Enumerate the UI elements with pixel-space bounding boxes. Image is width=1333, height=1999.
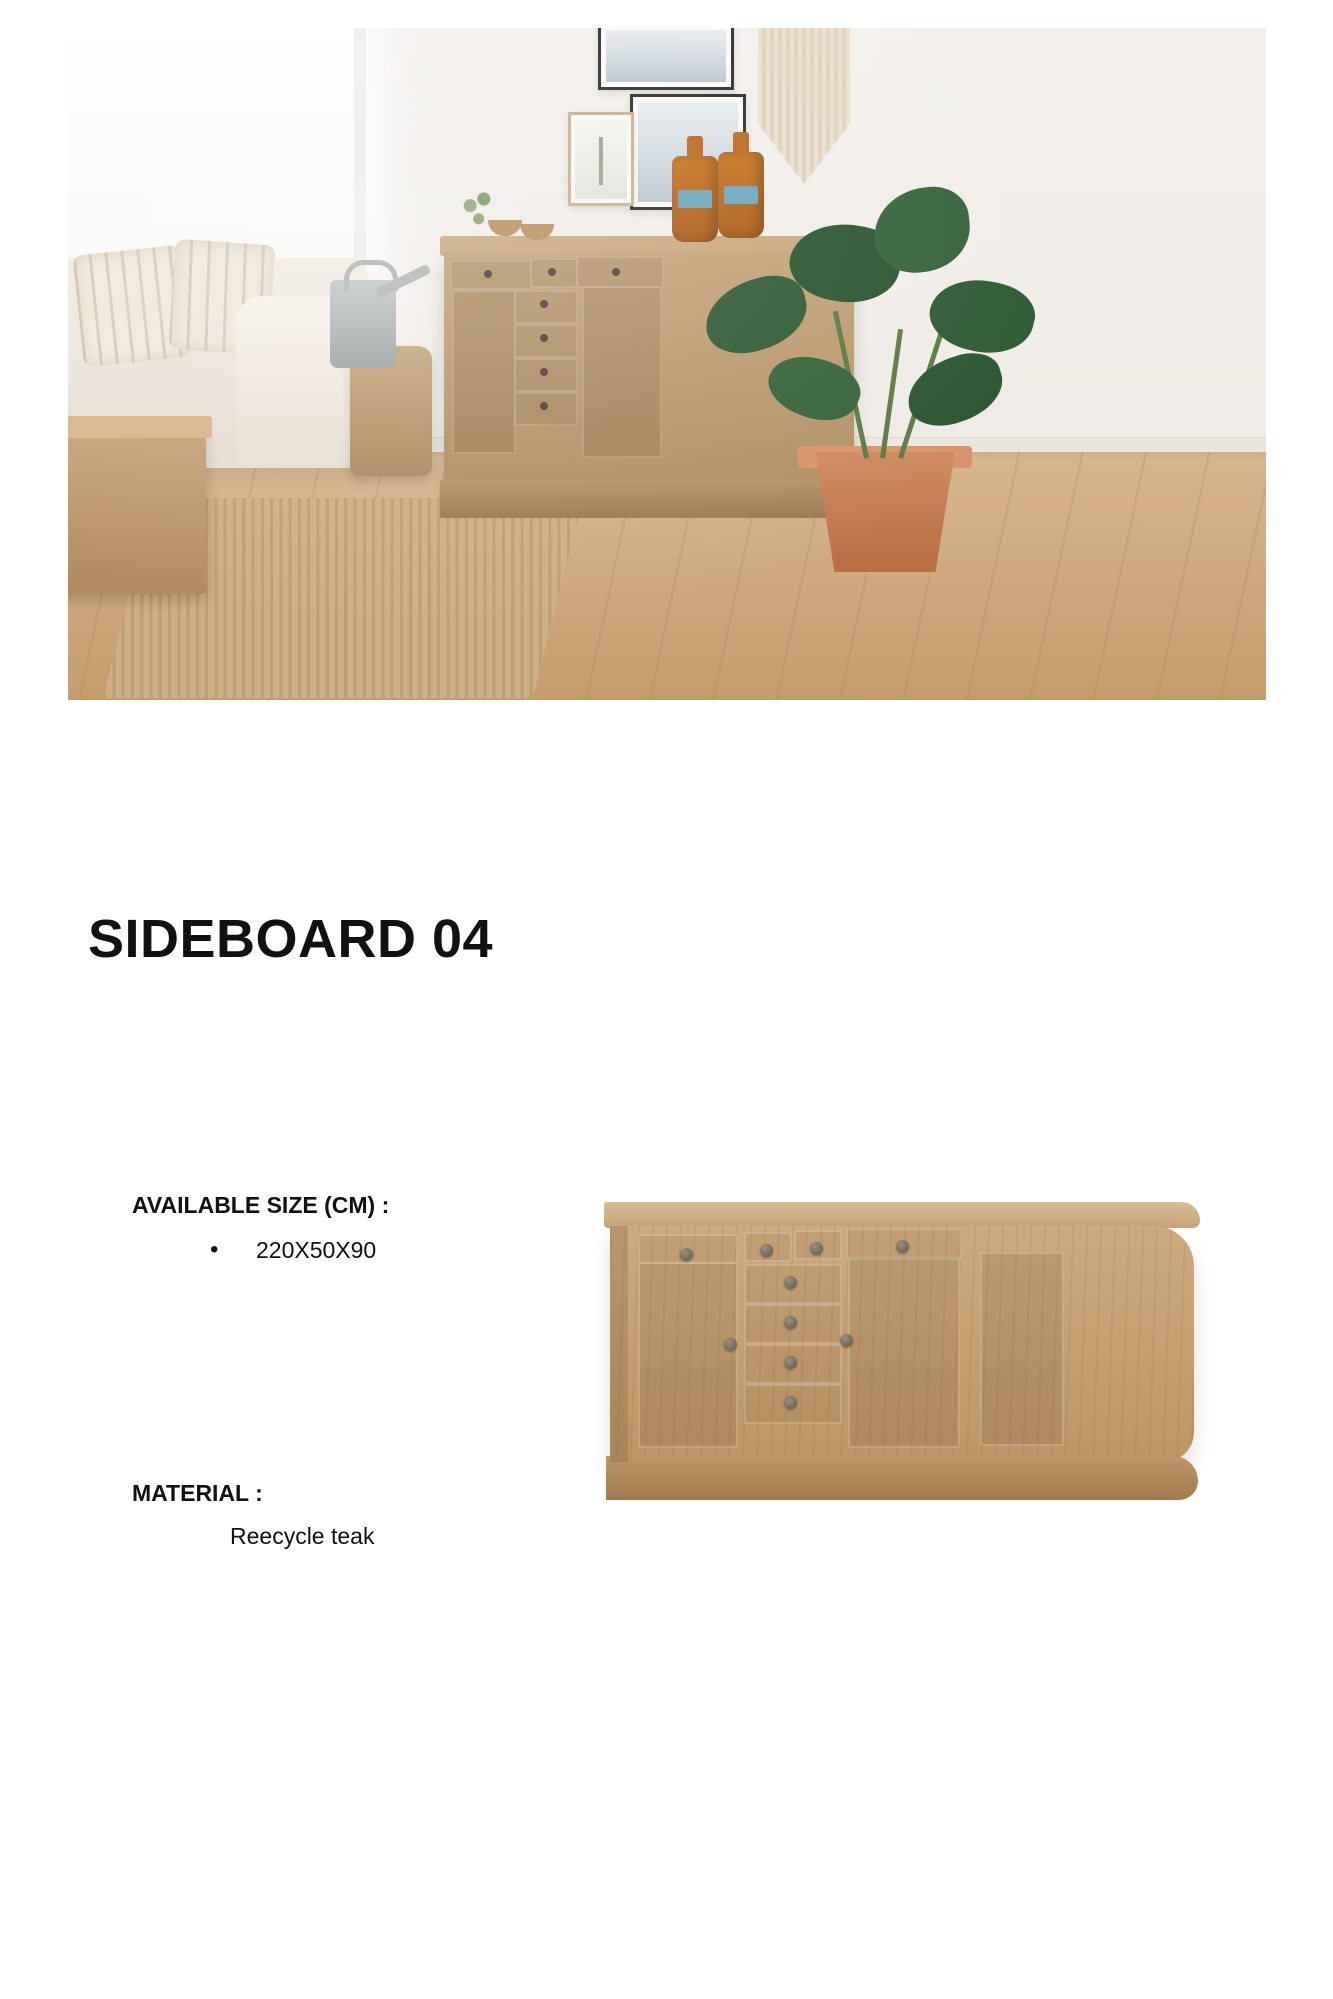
- product-knob-4: [896, 1240, 909, 1253]
- room-drawer-3: [576, 256, 664, 288]
- bottle-neck: [687, 136, 703, 158]
- hero-image: [68, 28, 1266, 700]
- amber-bottle-1: [672, 156, 718, 242]
- room-knob-2: [548, 268, 556, 276]
- leaf-illustration: [599, 137, 603, 185]
- room-knob-5: [540, 334, 548, 342]
- room-knob-4: [540, 300, 548, 308]
- product-door-left: [638, 1262, 738, 1448]
- bottle-neck: [733, 132, 749, 154]
- product-door-right: [848, 1256, 960, 1448]
- material-label: MATERIAL :: [132, 1479, 263, 1506]
- product-knob-6: [784, 1316, 797, 1329]
- product-plinth: [606, 1456, 1198, 1500]
- specifications: [88, 1192, 548, 1550]
- room-sideboard-door-left: [452, 290, 516, 454]
- product-door-handle-right: [840, 1334, 853, 1347]
- artwork-landscape: [606, 30, 726, 82]
- room-sideboard-door-right: [582, 286, 662, 458]
- room-knob-1: [484, 270, 492, 278]
- framed-art-small: [568, 112, 634, 206]
- amber-bottle-2: [718, 152, 764, 238]
- product-knob-1: [680, 1248, 693, 1261]
- product-image: [598, 1198, 1208, 1538]
- list-item: • 220X50X90: [256, 1233, 548, 1268]
- product-knob-8: [784, 1396, 797, 1409]
- bottle-label: [678, 190, 712, 208]
- room-knob-7: [540, 402, 548, 410]
- product-door-handle-left: [724, 1338, 737, 1351]
- watering-can-handle: [344, 260, 398, 291]
- page-title: SIDEBOARD 04: [88, 909, 494, 969]
- product-knob-2: [760, 1244, 773, 1257]
- product-knob-7: [784, 1356, 797, 1369]
- coffee-table: [68, 424, 206, 594]
- bottle-label: [724, 186, 758, 204]
- available-size-label: AVAILABLE SIZE (CM) :: [132, 1192, 390, 1218]
- room-knob-6: [540, 368, 548, 376]
- product-top-surface: [604, 1202, 1200, 1228]
- material-value: Reecycle teak: [230, 1522, 375, 1549]
- framed-art-large: [598, 28, 734, 90]
- product-left-side: [610, 1226, 628, 1462]
- product-knob-5: [784, 1276, 797, 1289]
- available-size-list: [88, 1233, 548, 1268]
- product-knob-3: [810, 1242, 823, 1255]
- coffee-table-top: [68, 416, 212, 438]
- product-door-far-right: [980, 1252, 1064, 1446]
- room-knob-3: [612, 268, 620, 276]
- artwork-botanical: [575, 119, 627, 199]
- room-sideboard-plinth: [440, 480, 858, 518]
